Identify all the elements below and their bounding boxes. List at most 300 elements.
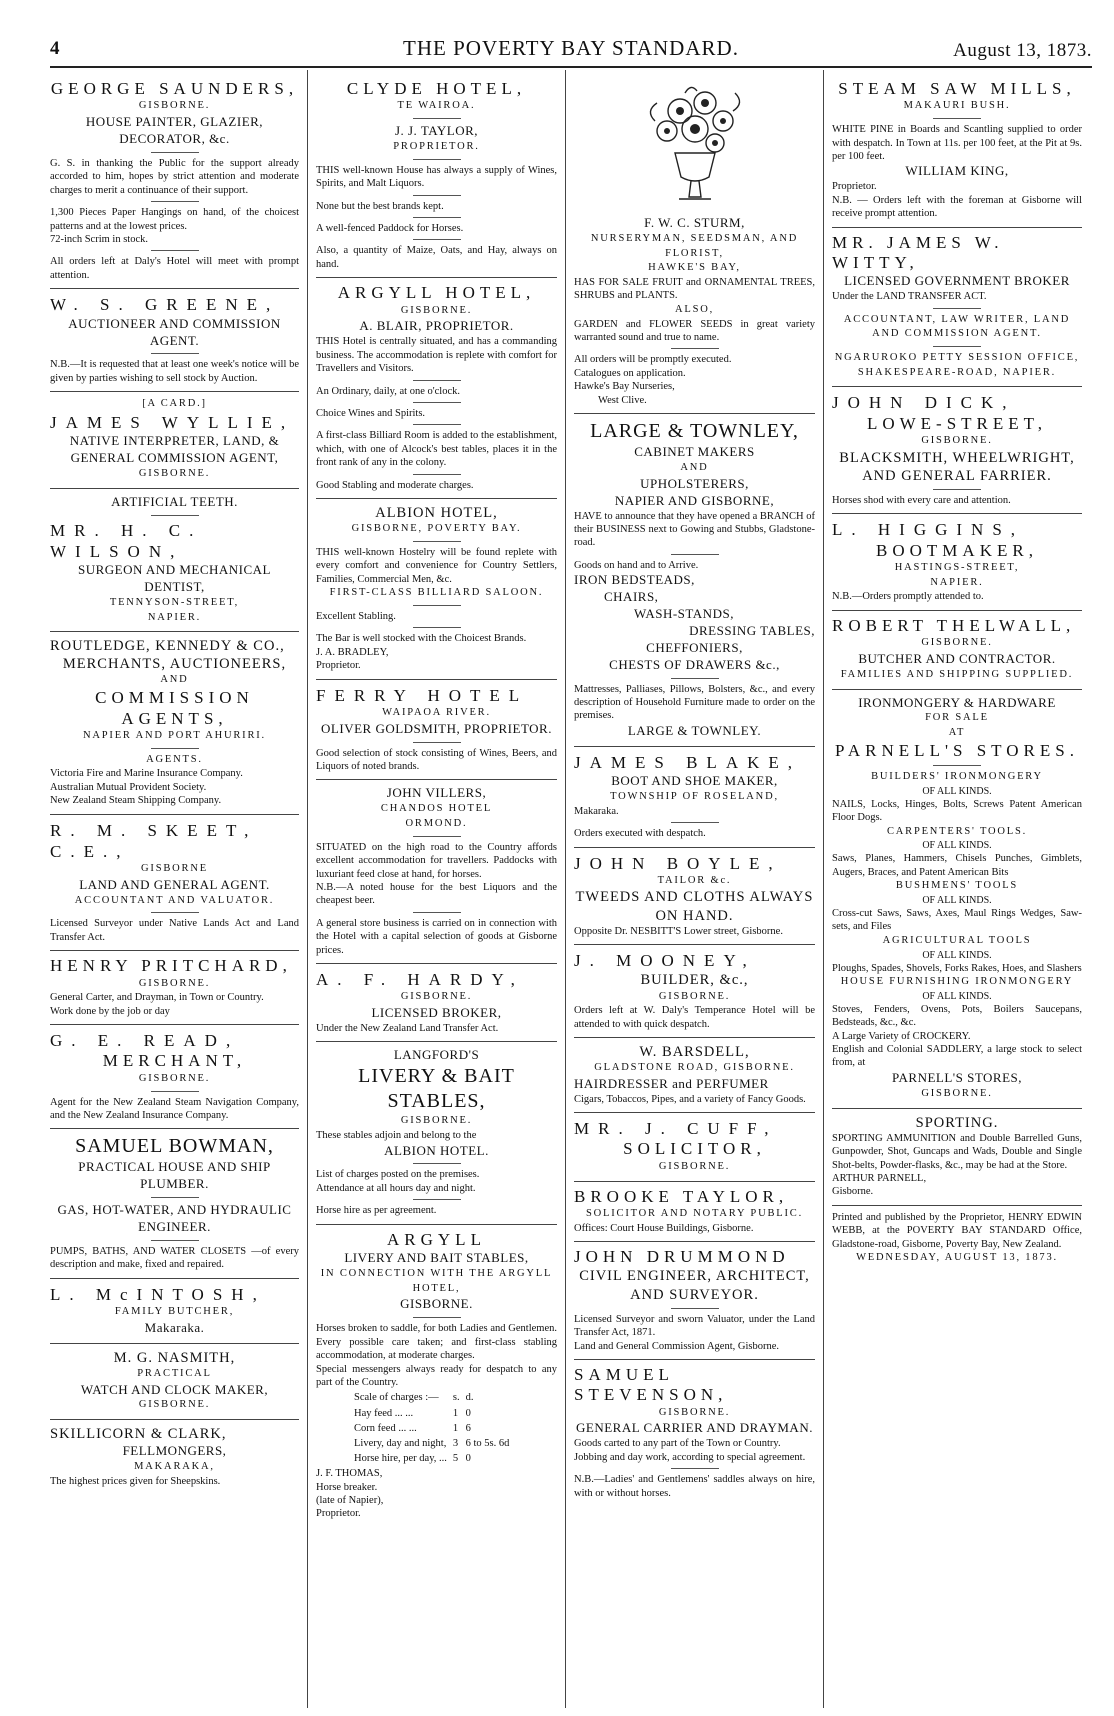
section-kinds: OF ALL KINDS. — [922, 949, 992, 961]
charge-pence: 0 — [465, 1407, 471, 1419]
divider — [933, 489, 981, 490]
ad-trade: LIVERY AND BAIT STABLES, — [344, 1250, 529, 1266]
ad-langford — [316, 1042, 557, 1224]
ad-bowman — [50, 1129, 299, 1278]
ad-place: GISBORNE. — [400, 991, 473, 1003]
divider — [413, 627, 461, 628]
divider — [413, 1199, 461, 1200]
ad-text: HAS FOR SALE FRUIT and ORNAMENTAL TREES, SHRUBS and PLANTS. — [574, 276, 815, 302]
ad-text: General Carter, and Drayman, in Town or Country. — [50, 992, 264, 1004]
ad-owner: WILLIAM KING, — [905, 163, 1009, 179]
ad-text: Under the New Zealand Land Transfer Act. — [316, 1023, 499, 1035]
ad-place: NAPIER AND GISBORNE, — [614, 492, 775, 508]
newspaper-title: THE POVERTY BAY STANDARD. — [403, 36, 739, 60]
ad-heading: IRONMONGERY & HARDWARE — [858, 694, 1056, 710]
ad-text: West Clive. — [598, 394, 647, 406]
ad-name: JOHN DRUMMOND — [574, 1247, 790, 1267]
ad-place: Makaraka. — [144, 1319, 205, 1335]
ad-name: MR. H. C. WILSON, — [50, 520, 203, 561]
imprint-date: WEDNESDAY, AUGUST 13, 1873. — [856, 1252, 1058, 1264]
ad-wyllie — [50, 392, 299, 488]
ad-text: HAVE to announce that they have opened a BRANCH of their BUSINESS next to Gowing and Stubbs, Gladstone-road. — [574, 510, 815, 549]
ad-text: FAMILIES AND SHIPPING SUPPLIED. — [840, 668, 1074, 680]
ad-argyll-stables — [316, 1225, 557, 1527]
ad-text: All orders left at Daly's Hotel will meet with prompt attention. — [50, 256, 299, 281]
ad-trade: HAIRDRESSER and PERFUMER — [574, 1075, 769, 1091]
ad-place: GISBORNE. — [400, 1296, 473, 1312]
ad-place: Makaraka. — [574, 805, 619, 817]
charge-row — [354, 1437, 513, 1450]
divider — [151, 1240, 199, 1241]
ad-text: Also, a quantity of Maize, Oats, and Hay, always on hand. — [316, 245, 557, 270]
ad-text: These stables adjoin and belong to the — [316, 1130, 477, 1142]
divider — [671, 348, 719, 349]
ad-text: Goods on hand and to Arrive. — [574, 559, 699, 571]
imprint — [832, 1206, 1082, 1272]
ad-text: FIRST-CLASS BILLIARD SALOON. — [329, 587, 544, 599]
ad-place: GISBORNE. — [921, 1087, 993, 1099]
ad-text: Licensed Surveyor and sworn Valuator, under the Land Transfer Act, 1871. — [574, 1313, 815, 1339]
ad-item: CHAIRS, — [604, 589, 659, 605]
ad-owner: A. BLAIR, PROPRIETOR. — [359, 318, 514, 334]
ad-item: DRESSING TABLES, — [689, 622, 815, 638]
ad-name: W. S. GREENE, — [50, 295, 280, 315]
ad-place: GISBORNE, POVERTY BAY. — [351, 523, 522, 535]
ad-barsdell — [574, 1038, 815, 1113]
ad-street: LOWE-STREET, — [866, 413, 1048, 433]
ad-name: L. HIGGINS, — [832, 520, 1025, 540]
ad-text: N.B. — Orders left with the foreman at Gisborne will receive prompt attention. — [832, 194, 1082, 220]
ad-text: Licensed Surveyor under Native Lands Act and Land Transfer Act. — [50, 918, 299, 943]
ad-text: 72-inch Scrim in stock. — [50, 234, 148, 246]
section-heading: AGRICULTURAL TOOLS — [882, 934, 1032, 946]
divider — [413, 195, 461, 196]
ad-text: Excellent Stabling. — [316, 611, 396, 622]
ad-place: GISBORNE. — [658, 1160, 731, 1172]
ad-owner: JOHN VILLERS, — [386, 785, 487, 801]
flower-vase-illustration — [635, 81, 755, 211]
ad-routledge — [50, 632, 299, 814]
ad-trade: BOOT AND SHOE MAKER, — [611, 773, 778, 789]
ad-parnells-stores — [832, 690, 1082, 1109]
charge-item: Livery, day and night, — [354, 1437, 447, 1449]
ad-trade: NATIVE INTERPRETER, LAND, & GENERAL COMMISSION AGENT, — [69, 433, 280, 466]
divider — [933, 346, 981, 347]
ad-trade: BUTCHER AND CONTRACTOR. — [858, 651, 1056, 666]
ad-text: N.B.—Ladies' and Gentlemens' saddles always on hire, with or without horses. — [574, 1474, 815, 1499]
ad-text: WHITE PINE in Boards and Scantling supplied to order with despatch. In Town at 11s. per 100 feet, at the Pit at 9s. per 100 feet. — [832, 124, 1082, 162]
ad-greene — [50, 289, 299, 392]
ad-item: WASH-STANDS, — [634, 606, 734, 622]
column-2 — [308, 70, 566, 1708]
masthead-rule — [50, 66, 1092, 68]
ad-street: HASTINGS-STREET, — [894, 562, 1020, 574]
ad-albion-hotel — [316, 499, 557, 680]
charges-header-row — [354, 1391, 513, 1404]
ad-text: Mattresses, Palliases, Pillows, Bolsters, &c., and every description of Household Furniture made to order on the premises. — [574, 683, 815, 722]
divider — [413, 217, 461, 218]
ad-text: IN CONNECTION WITH THE ARGYLL HOTEL, — [320, 1267, 553, 1294]
ad-trade: CABINET MAKERS — [634, 444, 755, 460]
section-heading: BUILDERS' IRONMONGERY — [871, 771, 1043, 783]
ad-text: A well-fenced Paddock for Horses. — [316, 222, 464, 234]
charge-shillings: 1 — [452, 1422, 459, 1434]
ad-trade: SOLICITOR, — [623, 1139, 766, 1159]
ad-text: 1,300 Pieces Paper Hangings on hand, of the choicest patterns and at the lowest prices. — [50, 207, 299, 232]
ad-text: Opposite Dr. NESBITT'S Lower street, Gisborne. — [574, 925, 783, 937]
ad-name: FERRY HOTEL — [316, 685, 529, 705]
ad-place: MAKAURI BUSH. — [903, 100, 1011, 112]
ad-name: PARNELL'S STORES. — [835, 740, 1079, 760]
ad-text: GARDEN and FLOWER SEEDS in great variety warranted sound and true to name. — [574, 318, 815, 343]
ad-trade: BLACKSMITH, WHEELWRIGHT, AND GENERAL FARRIER. — [839, 449, 1075, 484]
ad-name: L. McINTOSH, — [50, 1284, 266, 1304]
ad-text: Stoves, Fenders, Ovens, Pots, Boilers Saucepans, Bedsteads, &c., &c. — [832, 1003, 1082, 1029]
ad-trade: PRACTICAL — [137, 1367, 212, 1379]
ad-sporting — [832, 1109, 1082, 1206]
ad-item: CHEFFONIERS, — [646, 639, 743, 655]
charge-row — [354, 1452, 513, 1465]
ad-cuff — [574, 1113, 815, 1181]
ad-name: JAMES BLAKE, — [574, 752, 802, 772]
ad-higgins — [832, 514, 1082, 610]
ad-mooney — [574, 945, 815, 1038]
divider — [933, 308, 981, 309]
ad-trade: AUCTIONEER AND COMMISSION AGENT. — [68, 315, 281, 348]
charge-item: Hay feed ... ... — [354, 1407, 414, 1419]
charge-item: Corn feed ... ... — [354, 1422, 417, 1434]
ad-text: None but the best brands kept. — [316, 200, 444, 212]
ad-owner: OLIVER GOLDSMITH, PROPRIETOR. — [321, 720, 552, 736]
charge-row — [354, 1407, 513, 1420]
ad-text: Orders left at W. Daly's Temperance Hotel will be attended to with quick despatch. — [574, 1005, 815, 1030]
divider — [933, 118, 981, 119]
page-number: 4 — [50, 38, 60, 59]
ad-text: Land and General Commission Agent, Gisborne. — [574, 1340, 780, 1352]
ad-text: THIS Hotel is centrally situated, and has a commanding business. The accommodation is replete with comfort for Travellers and Visitors. — [316, 336, 557, 375]
ad-text: AT — [948, 727, 966, 739]
ad-heading: SPORTING. — [915, 1114, 999, 1131]
masthead — [50, 36, 1092, 64]
ad-name: ALBION HOTEL, — [375, 505, 498, 522]
ad-trade: LICENSED GOVERNMENT BROKER — [844, 273, 1070, 289]
ad-text: Cigars, Tobaccos, Pipes, and a variety of Fancy Goods. — [574, 1093, 806, 1105]
ad-role: Proprietor. — [316, 660, 361, 672]
ad-text: G. S. in thanking the Public for the support already accorded to him, hopes by strict attention and moderate charges to merit a continuance of their support. — [50, 157, 299, 196]
ad-brooke-taylor — [574, 1182, 815, 1243]
ad-text: All orders will be promptly executed. — [574, 354, 732, 366]
ad-text: TWEEDS AND CLOTHS ALWAYS ON HAND. — [575, 889, 814, 924]
ad-card: [A CARD.] — [142, 398, 207, 410]
divider — [151, 1091, 199, 1092]
ad-text: Saws, Planes, Hammers, Chisels Punches, Gimblets, Augers, Braces, and Patent American Bits — [832, 853, 1082, 878]
ad-text: Jobbing and day work, according to special agreement. — [574, 1451, 806, 1463]
ad-trade: PRACTICAL HOUSE AND SHIP PLUMBER. — [78, 1159, 271, 1192]
ad-name: CLYDE HOTEL, — [346, 79, 527, 98]
ad-place: NAPIER. — [147, 611, 202, 623]
ad-text: Special messengers always ready for despatch to any part of the Country. — [316, 1363, 557, 1388]
ad-text: The highest prices given for Sheepskins. — [50, 1475, 221, 1487]
ad-name: GEORGE SAUNDERS, — [50, 79, 299, 98]
ad-place: GISBORNE. — [400, 1115, 473, 1127]
ad-name: ARGYLL HOTEL, — [337, 283, 536, 303]
ad-trade: HOUSE PAINTER, GLAZIER, DECORATOR, &c. — [85, 114, 264, 146]
ad-name: CHANDOS HOTEL — [380, 803, 493, 815]
divider — [671, 1308, 719, 1309]
ad-place: GISBORNE — [141, 863, 208, 875]
ad-place: ORMOND. — [405, 818, 468, 830]
ad-trade: GAS, HOT-WATER, AND HYDRAULIC ENGINEER. — [57, 1202, 292, 1235]
ad-trade: MERCHANTS, AUCTIONEERS, — [62, 656, 287, 673]
ad-owner: J. A. BRADLEY, — [316, 646, 389, 658]
ad-name: SKILLICORN & CLARK, — [50, 1426, 227, 1443]
ad-text: Good Stabling and moderate charges. — [316, 479, 474, 491]
ad-trade: GENERAL CARRIER AND DRAYMAN. — [576, 1420, 813, 1436]
ad-text: The Bar is well stocked with the Choicest Brands. — [316, 633, 527, 645]
ad-place: TOWNSHIP OF ROSELAND, — [610, 790, 779, 802]
ad-trade: COMMISSION AGENTS, — [95, 688, 254, 728]
ad-hotel: ALBION HOTEL. — [384, 1142, 489, 1158]
divider — [671, 678, 719, 679]
ad-large-townley — [574, 414, 815, 747]
ad-text: Work done by the job or day — [50, 1005, 170, 1017]
divider — [413, 541, 461, 542]
ad-thelwall — [832, 611, 1082, 690]
ad-role: PROPRIETOR. — [393, 140, 480, 152]
ad-text: Goods carted to any part of the Town or Country. — [574, 1438, 781, 1450]
ad-text: A first-class Billiard Room is added to the establishment, which, with one of Alcock's best tables, places it in the front rank of any in the colony. — [316, 430, 557, 469]
ad-boyle — [574, 848, 815, 946]
section-heading: BUSHMENS' TOOLS — [895, 880, 1019, 892]
ad-drummond — [574, 1242, 815, 1360]
divider — [151, 748, 199, 749]
ad-agents: AGENTS. — [146, 753, 203, 765]
divider — [151, 152, 199, 153]
ad-trade: LICENSED BROKER, — [371, 1005, 502, 1021]
ad-name: HENRY PRITCHARD, — [50, 956, 292, 976]
imprint-text: Printed and published by the Proprietor, HENRY EDWIN WEBB, at the POVERTY BAY STANDARD Office, Gladstone-road, Gisborne, Poverty Bay, New Zealand. — [832, 1211, 1082, 1250]
column-3 — [566, 70, 824, 1708]
ad-text: SPORTING AMMUNITION and Double Barrelled Guns, Gunpowder, Shot, Guncaps and Wads, Double and Single Shot-belts, Powder-flasks, &c., may be had at the Store. — [832, 1132, 1082, 1171]
ad-place: HAWKE'S BAY, — [648, 262, 741, 274]
ad-clyde-hotel — [316, 74, 557, 278]
ad-place: GISBORNE. — [921, 435, 993, 447]
charge-pence: 0 — [465, 1452, 471, 1464]
divider — [151, 515, 199, 516]
divider — [413, 402, 461, 403]
ad-name: A. F. HARDY, — [316, 970, 524, 990]
ad-text: Under the LAND TRANSFER ACT. — [832, 291, 987, 303]
ad-witty — [832, 228, 1082, 388]
ad-name: SAMUEL BOWMAN, — [75, 1135, 274, 1158]
ad-mcintosh — [50, 1279, 299, 1344]
ad-place: GISBORNE. — [658, 990, 731, 1002]
divider — [413, 474, 461, 475]
ad-trade: SOLICITOR AND NOTARY PUBLIC. — [586, 1207, 803, 1219]
ad-text: Ploughs, Spades, Shovels, Forks Rakes, Hoes, and Slashers — [832, 962, 1082, 974]
ad-owner: ARTHUR PARNELL, — [832, 1172, 927, 1184]
ad-text: Catalogues on application. — [574, 367, 686, 379]
charge-shillings: 1 — [452, 1407, 459, 1419]
section-kinds: OF ALL KINDS. — [922, 990, 992, 1002]
column-1 — [50, 70, 308, 1708]
charge-pence: 6 — [465, 1422, 471, 1434]
divider — [671, 822, 719, 823]
ad-place: NAPIER. — [930, 576, 984, 588]
ad-name: JOHN BOYLE, — [574, 853, 782, 873]
ad-place: GISBORNE. — [138, 977, 211, 989]
ad-name: MR. J. CUFF, — [574, 1119, 778, 1139]
ad-text: Victoria Fire and Marine Insurance Company. — [50, 768, 243, 780]
ad-trade: BUILDER, &c., — [640, 972, 749, 989]
ad-text: N.B.—It is requested that at least one week's notice will be given by parties wishing to sell stock by Auction. — [50, 359, 299, 384]
ad-text: A Large Variety of CROCKERY. — [832, 1030, 971, 1042]
ad-item: CHESTS OF DRAWERS &c., — [609, 656, 780, 672]
ad-name: JAMES WYLLIE, — [50, 412, 295, 432]
divider — [413, 1317, 461, 1318]
ad-text: Attendance at all hours day and night. — [316, 1182, 476, 1194]
divider — [151, 250, 199, 251]
ad-ferry-hotel — [316, 680, 557, 781]
ad-dick — [832, 387, 1082, 514]
divider — [413, 239, 461, 240]
ad-trade: UPHOLSTERERS, — [640, 475, 749, 491]
ad-trade: TAILOR &c. — [657, 874, 732, 886]
divider — [413, 912, 461, 913]
ad-trade: FELLMONGERS, — [122, 1443, 227, 1459]
ad-owner: J. F. THOMAS, — [316, 1468, 383, 1480]
section-kinds: OF ALL KINDS. — [922, 785, 992, 797]
charges-table — [352, 1389, 515, 1467]
ad-text: THIS well-known Hostelry will be found replete with every comfort and convenience for Country Settlers, Families, Commercial Men, &c. — [316, 547, 557, 585]
ad-trade: MERCHANT, — [102, 1051, 247, 1071]
ad-place: WAIPAOA RIVER. — [382, 707, 491, 718]
ad-text: New Zealand Steam Shipping Company. — [50, 795, 222, 807]
ad-text: FOR SALE — [925, 712, 989, 724]
ad-name: J. MOONEY, — [574, 951, 756, 971]
ad-trade: ACCOUNTANT AND VALUATOR. — [74, 894, 275, 906]
ad-text: Offices: Court House Buildings, Gisborne. — [574, 1222, 754, 1234]
divider — [413, 742, 461, 743]
ad-text: List of charges posted on the premises. — [316, 1169, 480, 1181]
ad-text: Cross-cut Saws, Saws, Axes, Maul Rings Wedges, Saw-sets, and Files — [832, 908, 1082, 933]
divider — [671, 554, 719, 555]
charge-shillings: 5 — [452, 1452, 459, 1464]
section-kinds: OF ALL KINDS. — [922, 840, 992, 852]
ad-also: ALSO, — [674, 303, 715, 315]
divider — [413, 424, 461, 425]
section-kinds: OF ALL KINDS. — [922, 895, 992, 907]
ad-name: ROBERT THELWALL, — [832, 615, 1076, 635]
ad-saunders — [50, 74, 299, 289]
ad-name: R. M. SKEET, C.E., — [50, 820, 258, 861]
columns — [50, 70, 1092, 1708]
ad-heading: ARTIFICIAL TEETH. — [111, 493, 238, 509]
ad-place: TE WAIROA. — [397, 100, 476, 112]
ad-text: PUMPS, BATHS, AND WATER CLOSETS —of every description and make, fixed and repaired. — [50, 1245, 299, 1271]
ad-trade: ACCOUNTANT, LAW WRITER, LAND AND COMMISSION AGENT. — [843, 313, 1071, 340]
ad-text: SITUATED on the high road to the Country affords excellent accommodation for travellers. Paddocks with luxuriant feed close at hand, for horses. — [316, 841, 557, 880]
divider — [671, 1468, 719, 1469]
ad-blake — [574, 747, 815, 848]
ad-place: GISBORNE. — [658, 1406, 731, 1418]
divider — [933, 765, 981, 766]
ad-role: Proprietor. — [832, 181, 877, 193]
ad-place: GISBORNE. — [921, 637, 993, 649]
ad-and: AND — [680, 462, 709, 474]
ad-place: NGARUROKO PETTY SESSION OFFICE, SHAKESPEARE-ROAD, NAPIER. — [834, 352, 1080, 378]
ad-text: N.B.—A noted house for the best Liquors and the cheapest beer. — [316, 882, 557, 907]
ad-role: Proprietor. — [316, 1508, 361, 1520]
ad-street: TENNYSON-STREET, — [109, 596, 240, 608]
ad-text: Choice Wines and Spirits. — [316, 408, 426, 419]
ad-chandos-hotel — [316, 780, 557, 964]
ad-trade: LIVERY & BAIT STABLES, — [358, 1065, 515, 1113]
ad-trade: LAND AND GENERAL AGENT. — [79, 876, 270, 892]
ad-nasmith — [50, 1344, 299, 1420]
divider — [413, 159, 461, 160]
divider — [413, 605, 461, 606]
ad-wilson — [50, 489, 299, 633]
ad-place: GLADSTONE ROAD, GISBORNE. — [594, 1062, 795, 1074]
ad-owner: J. J. TAYLOR, — [394, 123, 479, 139]
ad-name: LARGE & TOWNLEY, — [590, 420, 799, 443]
ad-text: Horses shod with every care and attention. — [832, 495, 1011, 507]
ad-trade: WATCH AND CLOCK MAKER, — [80, 1381, 269, 1397]
divider — [413, 1163, 461, 1164]
ad-role: Horse breaker. — [316, 1481, 378, 1493]
divider — [151, 353, 199, 354]
ad-trade: NURSERYMAN, SEEDSMAN, AND FLORIST, — [590, 232, 799, 259]
divider — [413, 118, 461, 119]
ad-text: Good selection of stock consisting of Wines, Beers, and Liquors of noted brands. — [316, 747, 557, 773]
pence-header: d. — [465, 1392, 474, 1404]
ad-name: ROUTLEDGE, KENNEDY & CO., — [50, 638, 285, 655]
ad-hardy — [316, 964, 557, 1042]
divider — [151, 1197, 199, 1198]
ad-place: NAPIER AND PORT AHURIRI. — [83, 729, 266, 741]
ad-name: PARNELL'S STORES, — [891, 1069, 1023, 1085]
ad-name: ARGYLL — [387, 1229, 486, 1249]
ad-text: Orders executed with despatch. — [574, 828, 706, 840]
divider — [151, 201, 199, 202]
ad-trade: BOOTMAKER, — [876, 540, 1038, 560]
ad-place: GISBORNE. — [138, 1399, 211, 1411]
ad-name: STEAM SAW MILLS, — [838, 79, 1076, 98]
ad-place: GISBORNE. — [138, 100, 211, 112]
ad-text: An Ordinary, daily, at one o'clock. — [316, 385, 460, 397]
ad-argyll-hotel — [316, 278, 557, 499]
ad-trade: FAMILY BUTCHER, — [114, 1306, 235, 1318]
column-4 — [824, 70, 1082, 1708]
ad-name: LANGFORD'S — [393, 1047, 480, 1063]
ad-trade: CIVIL ENGINEER, ARCHITECT, AND SURVEYOR. — [579, 1268, 810, 1303]
ad-name: BROOKE TAYLOR, — [574, 1186, 789, 1206]
ad-text: A general store business is carried on in connection with the Hotel with a capital selection of goods at Gisborne prices. — [316, 917, 557, 956]
shillings-header: s. — [452, 1392, 460, 1404]
ad-text: Hawke's Bay Nurseries, — [574, 381, 675, 393]
charge-shillings: 3 — [452, 1437, 459, 1449]
divider — [413, 836, 461, 837]
ad-skillicorn — [50, 1420, 299, 1494]
ad-place: Gisborne. — [832, 1186, 874, 1198]
ad-name: F. W. C. STURM, — [644, 215, 745, 230]
charges-heading: Scale of charges :— — [354, 1392, 439, 1404]
ad-name: JOHN DICK, — [832, 393, 1016, 413]
ad-text: Agent for the New Zealand Steam Navigation Company, and the New Zealand Insurance Company. — [50, 1096, 299, 1121]
ad-skeet — [50, 815, 299, 952]
charge-row — [354, 1422, 513, 1435]
